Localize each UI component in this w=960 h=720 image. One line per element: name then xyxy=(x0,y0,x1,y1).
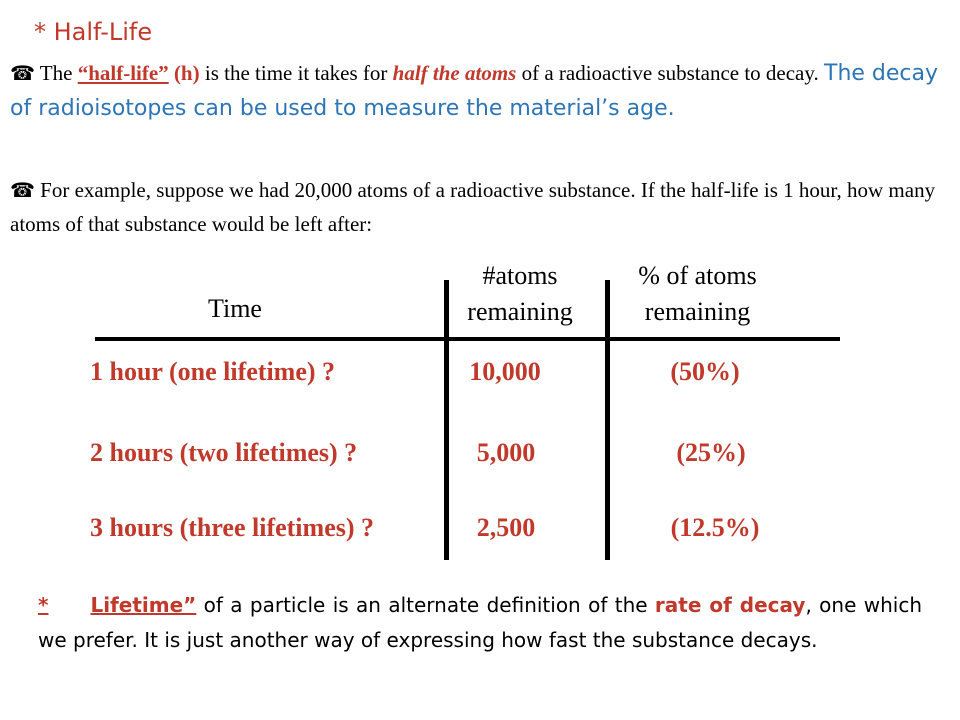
telephone-icon: ☎ xyxy=(10,178,35,202)
lifetime-term xyxy=(38,593,196,617)
note-star: * xyxy=(38,593,49,617)
header-pct-line2: remaining xyxy=(644,297,751,326)
row-time: 1 hour (one lifetime) ? xyxy=(90,357,336,386)
half-life-symbol: (h) xyxy=(173,61,200,85)
example-text: For example, suppose we had 20,000 atoms of a radioactive substance. If the half-life is 1 hour, how many atoms of that substance would be left after: xyxy=(10,178,936,236)
table-horizontal-rule xyxy=(95,337,840,341)
row-percent: (12.5%) xyxy=(670,513,760,542)
row-percent: (50%) xyxy=(670,357,740,386)
half-life-definition xyxy=(10,56,950,126)
telephone-icon: ☎ xyxy=(10,61,35,85)
row-atoms: 5,000 xyxy=(476,438,536,467)
row-atoms: 10,000 xyxy=(469,357,541,386)
row-time: 2 hours (two lifetimes) ? xyxy=(90,438,358,467)
lifetime-word: Lifetime” xyxy=(90,593,197,617)
note-text-1: of a particle is an alternate definition of the xyxy=(203,593,648,617)
intro-text-1: is the time it takes for xyxy=(204,61,388,85)
header-time: Time xyxy=(208,294,262,323)
header-pct-line1: % of atoms xyxy=(638,261,757,290)
intro-text-2: of a radioactive substance to decay. xyxy=(521,61,819,85)
header-atoms-remaining xyxy=(440,258,600,330)
intro-the: The xyxy=(39,61,73,85)
half-life-term: “half-life” xyxy=(77,61,169,85)
header-atoms-line2: remaining xyxy=(467,297,573,326)
lifetime-note xyxy=(38,588,922,658)
row-time: 3 hours (three lifetimes) ? xyxy=(90,513,375,542)
slide-title: * Half-Life xyxy=(34,18,153,46)
rate-of-decay-highlight: rate of decay xyxy=(654,593,806,617)
example-paragraph xyxy=(10,173,950,241)
header-atoms-line1: #atoms xyxy=(482,261,558,290)
table-vertical-rule-2 xyxy=(605,280,610,560)
row-atoms: 2,500 xyxy=(476,513,536,542)
row-percent: (25%) xyxy=(676,438,746,467)
header-percent-remaining xyxy=(610,258,785,330)
half-the-atoms-emphasis: half the atoms xyxy=(392,61,517,85)
radioisotope-age-text: The decay of radioisotopes can be used to measure the material’s age. xyxy=(10,61,939,121)
note-text-2: , one which we prefer. It is just another way of expressing how fast the substance decays. xyxy=(38,593,922,652)
